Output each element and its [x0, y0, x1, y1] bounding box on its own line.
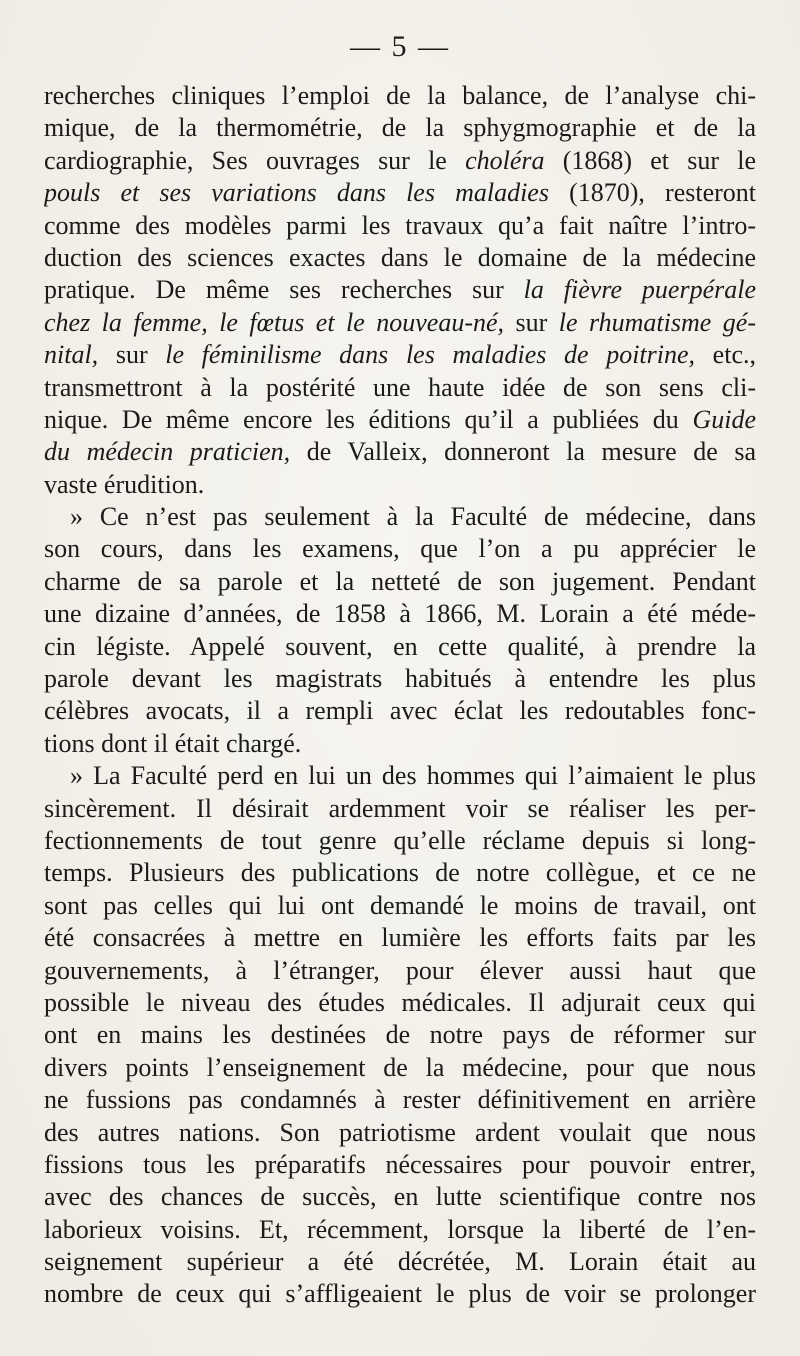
text-line: [44, 307, 756, 339]
text-line: [44, 372, 756, 404]
text-segment: fectionnements de tout genre qu’elle réclame depuis si long-: [44, 825, 756, 855]
italic-text: la fièvre puerpérale: [523, 275, 756, 305]
text-segment: nombre de ceux qui s’affligeaient le plus de voir se prolonger: [44, 1279, 756, 1309]
text-segment: comme des modèles parmi les travaux qu’a fait naître l’intro-: [44, 210, 756, 240]
text-line: [44, 663, 756, 695]
text-line: [44, 210, 756, 242]
text-segment: (1868) et sur le: [544, 145, 756, 175]
text-line: [44, 1149, 756, 1181]
text-line: [44, 1278, 756, 1310]
text-line: [44, 598, 756, 630]
italic-text: chez la femme, le fœtus et le nouveau-né,: [44, 307, 505, 337]
text-segment: sincèrement. Il désirait ardemment voir se réaliser les per-: [44, 793, 756, 823]
text-line: [44, 469, 756, 501]
text-line: [44, 242, 756, 274]
text-segment: (1870), resteront: [548, 178, 756, 208]
text-segment: nique. De même encore les éditions qu’il a publiées du: [44, 404, 693, 434]
text-segment: cin légiste. Appelé souvent, en cette qualité, à prendre la: [44, 631, 756, 661]
text-line: [44, 274, 756, 306]
text-segment: une dizaine d’années, de 1858 à 1866, M. Lorain a été méde-: [44, 599, 756, 629]
text-line: [44, 1214, 756, 1246]
text-line: [44, 728, 756, 760]
text-segment: des autres nations. Son patriotisme ardent voulait que nous: [44, 1117, 756, 1147]
text-line: [44, 760, 756, 792]
text-segment: temps. Plusieurs des publications de notre collègue, et ce ne: [44, 858, 756, 888]
text-line: [44, 793, 756, 825]
text-segment: sont pas celles qui lui ont demandé le moins de travail, ont: [44, 890, 756, 920]
text-line: [44, 404, 756, 436]
text-segment: » La Faculté perd en lui un des hommes qui l’aimaient le plus: [70, 761, 756, 791]
page-number: — 5 —: [350, 30, 450, 63]
text-line: [44, 631, 756, 663]
italic-text: choléra: [465, 145, 545, 175]
text-line: [44, 1019, 756, 1051]
text-segment: avec des chances de succès, en lutte scientifique contre nos: [44, 1182, 756, 1212]
text-segment: mique, de la thermométrie, de la sphygmographie et de la: [44, 113, 756, 143]
italic-text: pouls et ses variations dans les maladies: [44, 178, 549, 208]
text-segment: seignement supérieur a été décrétée, M. Lorain était au: [44, 1247, 756, 1277]
italic-text: Guide: [692, 404, 756, 434]
text-line: [44, 501, 756, 533]
text-segment: recherches cliniques l’emploi de la balance, de l’analyse chi-: [44, 81, 756, 110]
text-segment: ne fussions pas condamnés à rester définitivement en arrière: [44, 1085, 756, 1115]
text-segment: ont en mains les destinées de notre pays de réformer sur: [44, 1020, 756, 1050]
text-line: [44, 1181, 756, 1213]
text-segment: sur: [98, 340, 166, 370]
text-line: [44, 825, 756, 857]
text-line: [44, 533, 756, 565]
text-segment: pratique. De même ses recherches sur: [44, 275, 524, 305]
text-line: [44, 566, 756, 598]
text-segment: possible le niveau des études médicales. Il adjurait ceux qui: [44, 987, 756, 1017]
text-segment: charme de sa parole et la netteté de son jugement. Pendant: [44, 566, 756, 596]
text-segment: son cours, dans les examens, que l’on a pu apprécier le: [44, 534, 756, 564]
text-line: [44, 922, 756, 954]
text-line: [44, 1052, 756, 1084]
body-text: [44, 80, 756, 1311]
text-segment: fissions tous les préparatifs nécessaires pour pouvoir entrer,: [44, 1149, 756, 1179]
italic-text: du médecin praticien,: [44, 437, 291, 467]
italic-text: nital,: [44, 340, 99, 370]
text-line: [44, 857, 756, 889]
text-segment: divers points l’enseignement de la médecine, pour que nous: [44, 1052, 756, 1082]
text-line: [44, 1117, 756, 1149]
text-segment: vaste érudition.: [44, 469, 205, 499]
text-line: [44, 80, 756, 112]
text-line: [44, 339, 756, 371]
text-segment: etc.,: [695, 340, 756, 370]
text-segment: été consacrées à mettre en lumière les efforts faits par les: [44, 923, 756, 953]
text-segment: célèbres avocats, il a rempli avec éclat les redoutables fonc-: [44, 696, 756, 726]
text-segment: sur: [504, 307, 559, 337]
text-line: [44, 890, 756, 922]
text-line: [44, 177, 756, 209]
text-segment: laborieux voisins. Et, récemment, lorsque la liberté de l’en-: [44, 1214, 756, 1244]
text-line: [44, 145, 756, 177]
text-segment: transmettront à la postérité une haute idée de son sens cli-: [44, 372, 756, 402]
text-line: [44, 436, 756, 468]
text-line: [44, 955, 756, 987]
text-line: [44, 695, 756, 727]
text-line: [44, 1246, 756, 1278]
text-line: [44, 1084, 756, 1116]
text-segment: cardiographie, Ses ouvrages sur le: [44, 145, 466, 175]
italic-text: le féminilisme dans les maladies de poitrine,: [165, 340, 696, 370]
text-segment: de Valleix, donneront la mesure de sa: [290, 437, 756, 467]
text-segment: » Ce n’est pas seulement à la Faculté de médecine, dans: [70, 502, 756, 532]
text-segment: duction des sciences exactes dans le domaine de la médecine: [44, 242, 756, 272]
text-line: [44, 987, 756, 1019]
text-segment: parole devant les magistrats habitués à entendre les plus: [44, 664, 756, 694]
text-segment: gouvernements, à l’étranger, pour élever aussi haut que: [44, 955, 756, 985]
text-segment: tions dont il était chargé.: [44, 728, 302, 758]
text-line: [44, 112, 756, 144]
italic-text: le rhumatisme gé-: [558, 307, 756, 337]
